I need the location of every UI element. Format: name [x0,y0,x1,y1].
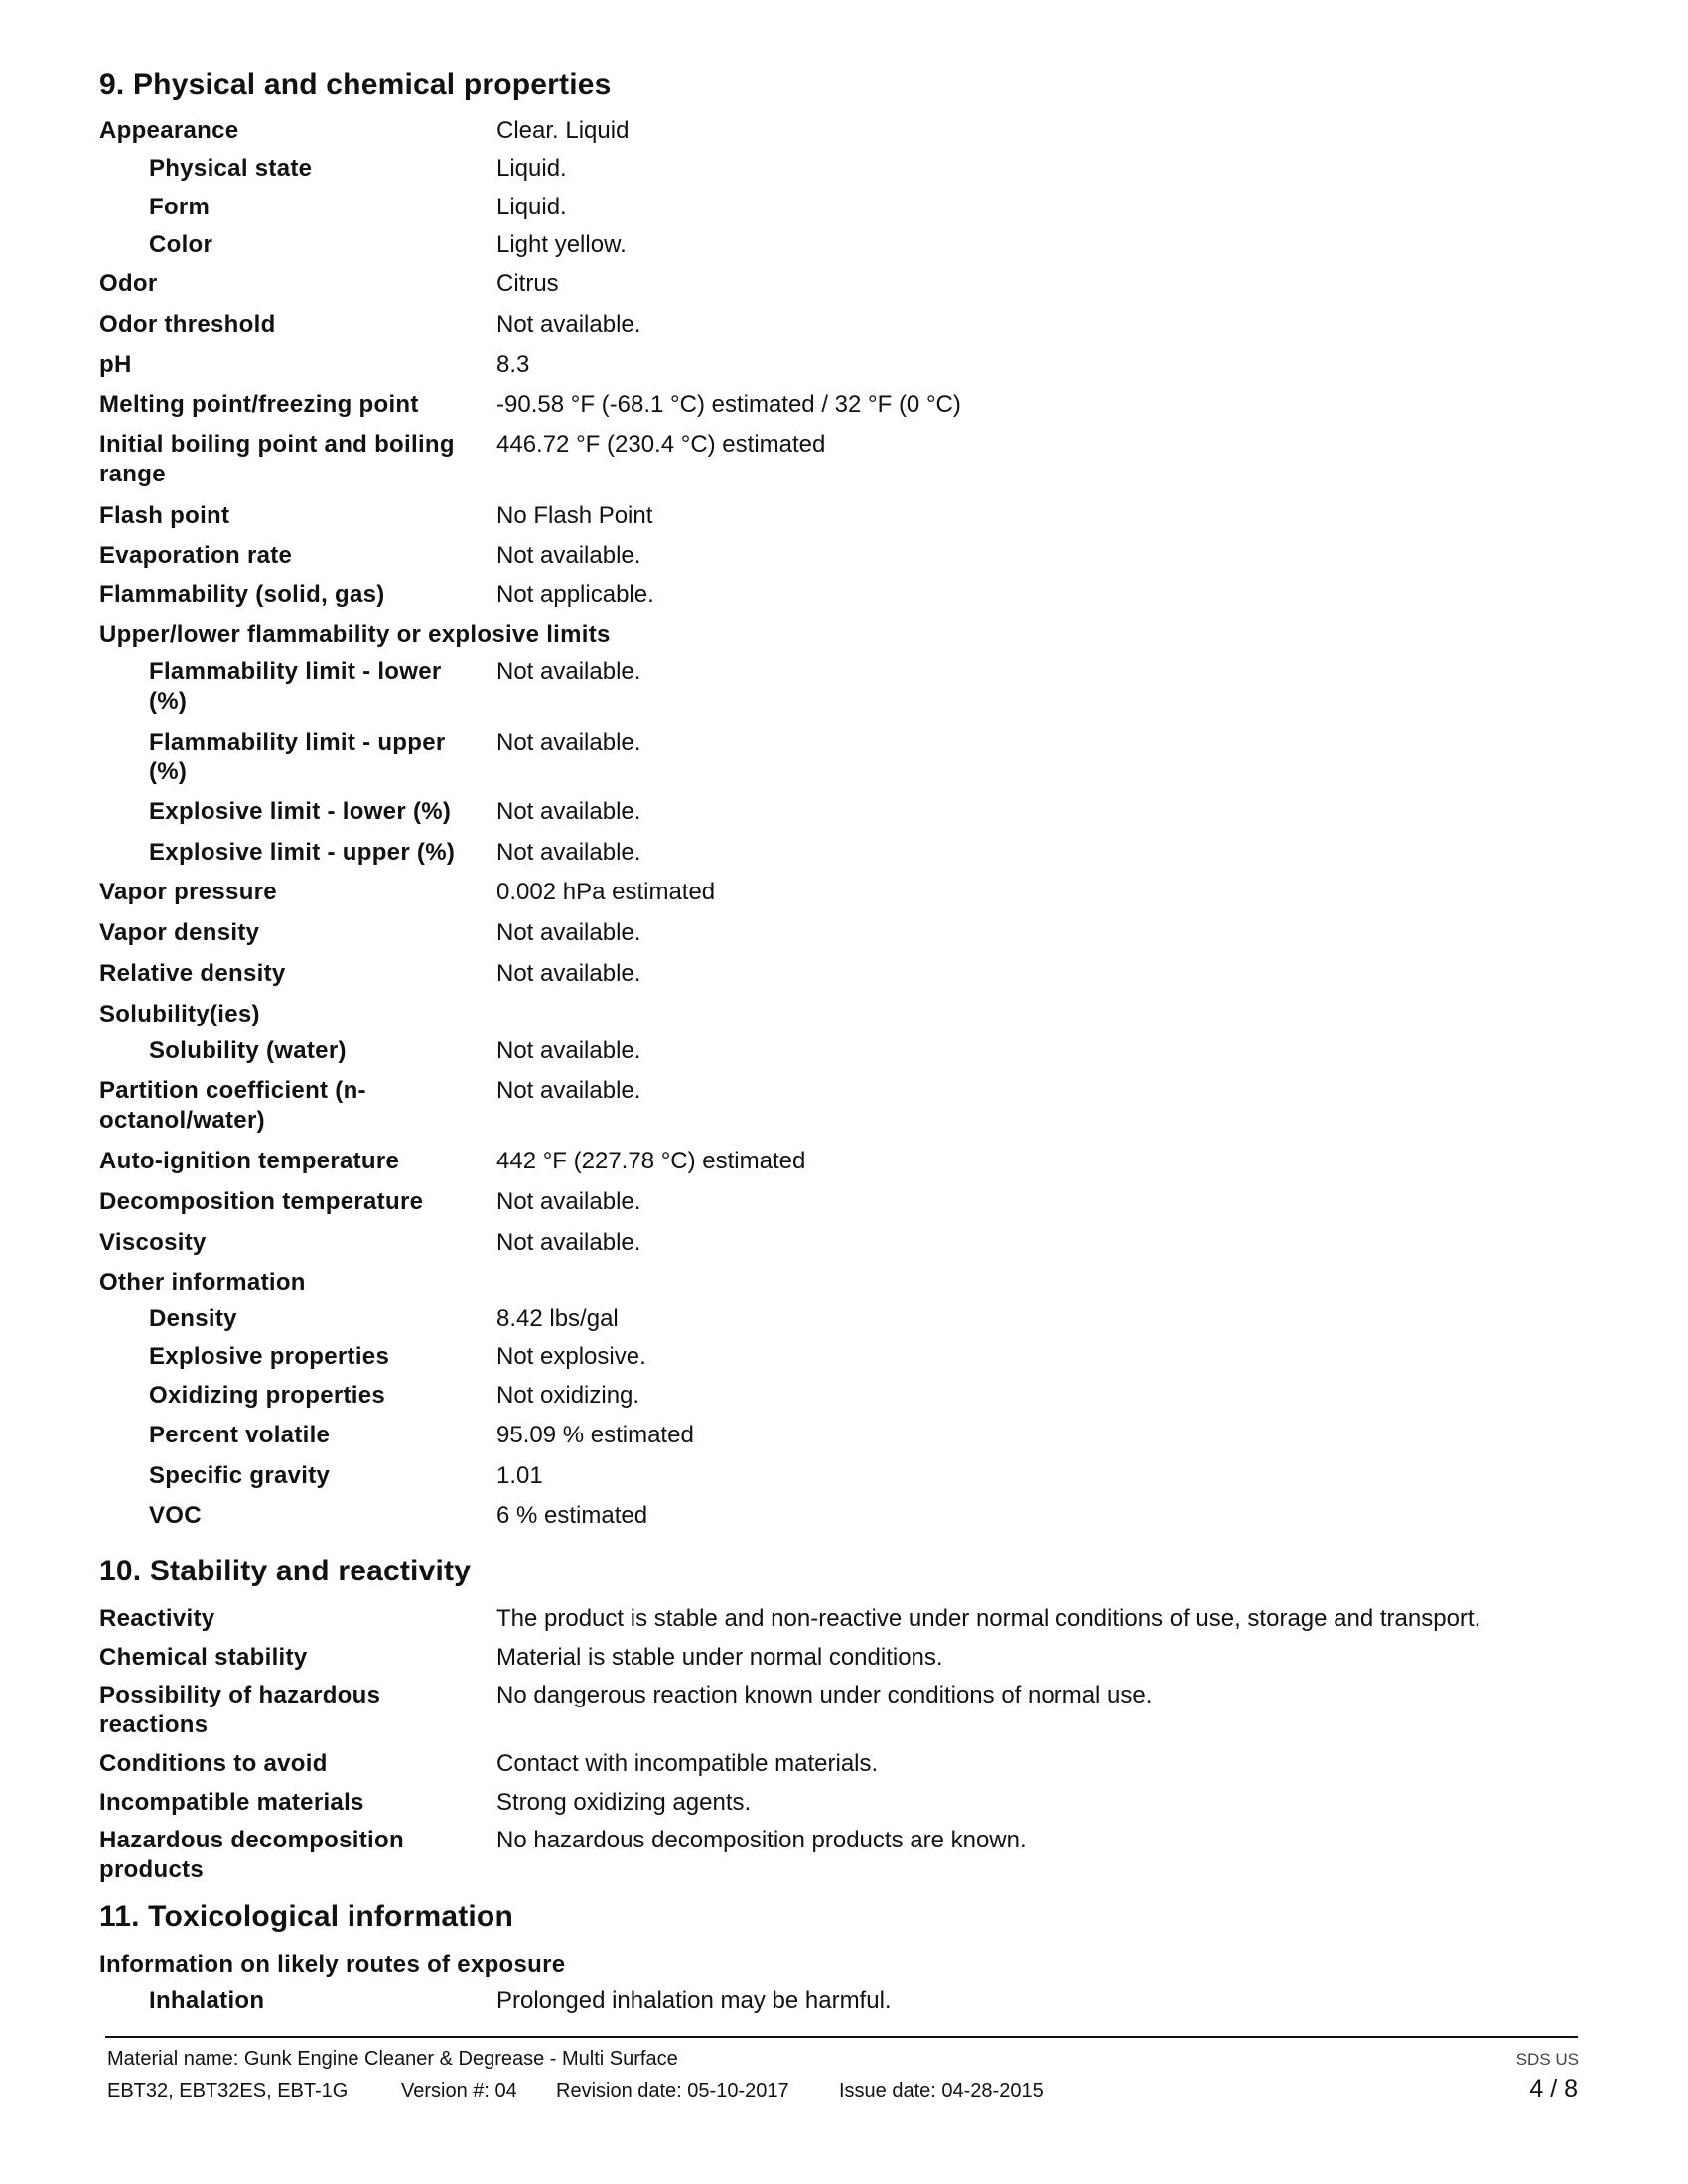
footer-material-name: Material name: Gunk Engine Cleaner & Degrease - Multi Surface [107,2048,678,2070]
vapor-pressure-label: Vapor pressure [99,879,277,905]
odor-threshold-label: Odor threshold [99,311,276,338]
evaporation-rate-value: Not available. [496,542,641,569]
footer-issue-date: Issue date: 04-28-2015 [839,2080,1044,2102]
solubility-water-value: Not available. [496,1037,641,1064]
decomposition-temp-label: Decomposition temperature [99,1188,424,1215]
flammability-value: Not applicable. [496,581,654,608]
odor-label: Odor [99,270,158,297]
auto-ignition-value: 442 °F (227.78 °C) estimated [496,1148,806,1174]
conditions-to-avoid-value: Contact with incompatible materials. [496,1750,879,1777]
oxidizing-properties-value: Not oxidizing. [496,1382,640,1409]
chemical-stability-label: Chemical stability [99,1644,308,1671]
section-10-title: 10. Stability and reactivity [99,1555,472,1587]
partition-coefficient-label: Partition coefficient (n-octanol/water) [99,1077,366,1134]
explosive-limit-upper-label: Explosive limit - upper (%) [149,839,456,866]
flammability-limit-upper-label: Flammability limit - upper (%) [149,729,446,785]
auto-ignition-label: Auto-ignition temperature [99,1148,400,1174]
vapor-density-label: Vapor density [99,919,260,946]
explosive-properties-value: Not explosive. [496,1343,646,1370]
viscosity-value: Not available. [496,1229,641,1256]
routes-of-exposure-heading: Information on likely routes of exposure [99,1951,566,1978]
hazardous-decomposition-value: No hazardous decomposition products are known. [496,1827,1027,1853]
color-value: Light yellow. [496,231,627,258]
footer-sds-label: SDS US [1515,2050,1579,2069]
explosive-limit-lower-label: Explosive limit - lower (%) [149,798,452,825]
flammability-limit-lower-label: Flammability limit - lower (%) [149,658,442,715]
ph-label: pH [99,351,132,378]
ph-value: 8.3 [496,351,530,378]
section-9-title: 9. Physical and chemical properties [99,68,612,101]
footer-divider [105,2036,1578,2038]
relative-density-value: Not available. [496,960,641,987]
explosive-limit-upper-value: Not available. [496,839,641,866]
voc-label: VOC [149,1502,202,1529]
hazardous-reactions-label: Possibility of hazardous reactions [99,1682,381,1738]
odor-threshold-value: Not available. [496,311,641,338]
flammability-limits-heading: Upper/lower flammability or explosive limits [99,621,611,648]
footer-page-number: 4 / 8 [1529,2075,1578,2103]
form-label: Form [149,194,211,220]
section-11-title: 11. Toxicological information [99,1900,513,1933]
explosive-limit-lower-value: Not available. [496,798,641,825]
evaporation-rate-label: Evaporation rate [99,542,293,569]
reactivity-label: Reactivity [99,1605,215,1632]
density-value: 8.42 lbs/gal [496,1305,619,1332]
melting-point-value: -90.58 °F (-68.1 °C) estimated / 32 °F (0 °C) [496,391,961,418]
flammability-label: Flammability (solid, gas) [99,581,385,608]
vapor-density-value: Not available. [496,919,641,946]
reactivity-value: The product is stable and non-reactive under normal conditions of use, storage and transport. [496,1605,1481,1632]
footer-product-codes: EBT32, EBT32ES, EBT-1G [107,2080,349,2102]
boiling-point-label: Initial boiling point and boiling range [99,431,455,487]
density-label: Density [149,1305,237,1332]
flammability-limit-lower-value: Not available. [496,658,641,685]
viscosity-label: Viscosity [99,1229,207,1256]
other-information-heading: Other information [99,1269,306,1296]
chemical-stability-value: Material is stable under normal conditions. [496,1644,943,1671]
relative-density-label: Relative density [99,960,286,987]
flammability-limit-upper-value: Not available. [496,729,641,755]
appearance-value: Clear. Liquid [496,117,630,144]
decomposition-temp-value: Not available. [496,1188,641,1215]
footer-version: Version #: 04 [401,2080,517,2102]
incompatible-materials-label: Incompatible materials [99,1789,364,1816]
oxidizing-properties-label: Oxidizing properties [149,1382,386,1409]
explosive-properties-label: Explosive properties [149,1343,390,1370]
physical-state-value: Liquid. [496,155,567,182]
specific-gravity-value: 1.01 [496,1462,543,1489]
appearance-label: Appearance [99,117,239,144]
boiling-point-value: 446.72 °F (230.4 °C) estimated [496,431,826,458]
physical-state-label: Physical state [149,155,313,182]
voc-value: 6 % estimated [496,1502,648,1529]
percent-volatile-label: Percent volatile [149,1422,331,1448]
melting-point-label: Melting point/freezing point [99,391,419,418]
partition-coefficient-value: Not available. [496,1077,641,1104]
solubilities-heading: Solubility(ies) [99,1001,260,1027]
inhalation-value: Prolonged inhalation may be harmful. [496,1987,892,2014]
vapor-pressure-value: 0.002 hPa estimated [496,879,716,905]
inhalation-label: Inhalation [149,1987,265,2014]
solubility-water-label: Solubility (water) [149,1037,347,1064]
conditions-to-avoid-label: Conditions to avoid [99,1750,328,1777]
flash-point-label: Flash point [99,502,230,529]
flash-point-value: No Flash Point [496,502,653,529]
hazardous-decomposition-label: Hazardous decomposition products [99,1827,404,1883]
specific-gravity-label: Specific gravity [149,1462,331,1489]
color-label: Color [149,231,213,258]
hazardous-reactions-value: No dangerous reaction known under conditions of normal use. [496,1682,1153,1708]
percent-volatile-value: 95.09 % estimated [496,1422,694,1448]
form-value: Liquid. [496,194,567,220]
footer-revision-date: Revision date: 05-10-2017 [556,2080,789,2102]
odor-value: Citrus [496,270,559,297]
incompatible-materials-value: Strong oxidizing agents. [496,1789,752,1816]
